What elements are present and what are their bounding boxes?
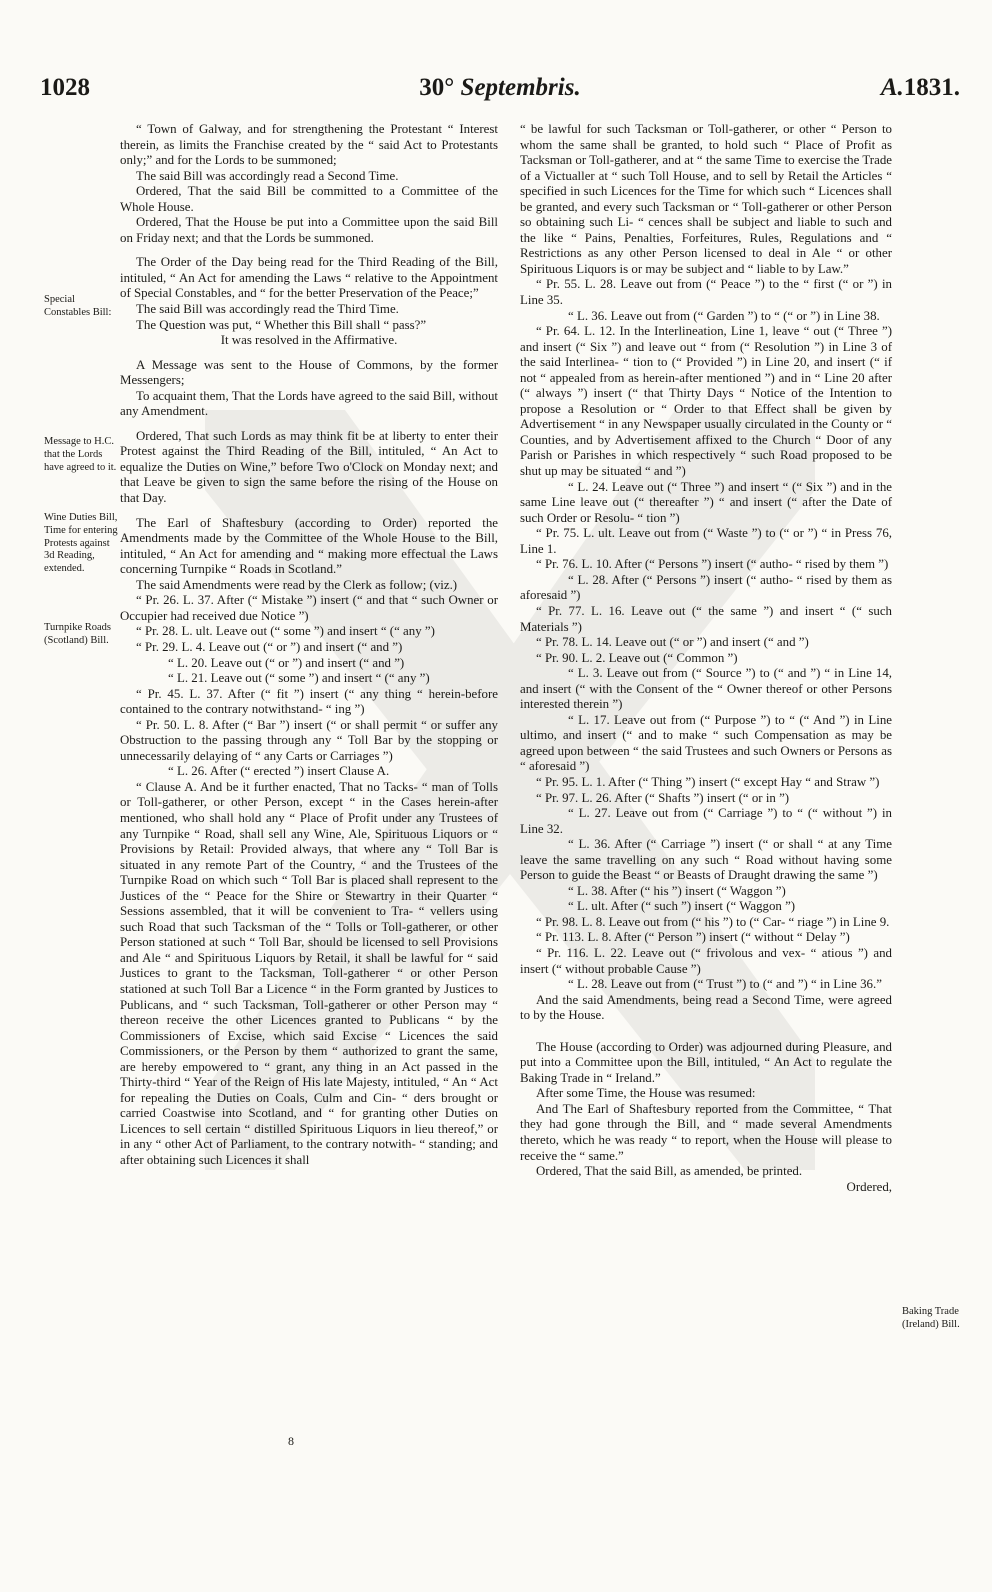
paragraph: Ordered, That the said Bill be committed to a Committee of the Whole House. <box>120 184 498 214</box>
amendment: “ Pr. 95. L. 1. After (“ Thing ”) insert (“ except Hay “ and Straw ”) <box>536 774 880 789</box>
amendment: “ Pr. 78. L. 14. Leave out (“ or ”) and insert (“ and ”) <box>536 635 809 650</box>
paragraph: Ordered, <box>846 1179 892 1194</box>
paragraph: And The Earl of Shaftesbury reported from the Committee, “ That they had gone through the Bill, and “ made several Amendments thereto, which he was ready “ to report, when the House will please to receive the “ same.” <box>520 1101 892 1163</box>
amendment: “ Pr. 75. L. ult. Leave out from (“ Waste ”) to (“ or ”) “ in Press 76, Line 1. <box>520 526 892 556</box>
amendment: “ Pr. 26. L. 37. After (“ Mistake ”) insert (“ and that “ such Owner or Occupier had received due Notice ”) <box>120 593 498 623</box>
date-month: Septembris. <box>460 74 581 101</box>
margin-note-message: Message to H.C. that the Lords have agreed to it. <box>44 436 117 473</box>
paragraph: “ Town of Galway, and for strengthening the Protestant “ Interest therein, as limits the Franchise created by the “ said Act to Protestants only;” and for the Lords to be summoned; <box>120 122 498 168</box>
amendment: “ L. 17. Leave out from (“ Purpose ”) to “ (“ And ”) in Line ultimo, and insert (“ and to make “ such Compensation as may be agreed upon between “ the said Trustees and such Owners or Persons as “ aforesaid ”) <box>520 712 892 774</box>
amendment: “ Pr. 97. L. 26. After (“ Shafts ”) insert (“ or in ”) <box>536 790 790 805</box>
amendment: “ L. 27. Leave out from (“ Carriage ”) to “ (“ without ”) in Line 32. <box>520 806 892 836</box>
paragraph: It was resolved in the Affirmative. <box>220 333 398 348</box>
margin-note-turnpike: Turnpike Roads (Scotland) Bill. <box>44 622 111 646</box>
amendment: “ Pr. 76. L. 10. After (“ Persons ”) insert (“ autho- “ rised by them ”) <box>536 557 889 572</box>
date-day: 30° <box>419 74 455 101</box>
amendment: “ Pr. 50. L. 8. After (“ Bar ”) insert (“ or shall permit “ or suffer any Obstruction to the passing through any “ Toll Bar by the stopping or unnecessarily delaying of “ any Carts or Carriages ”) <box>120 717 498 763</box>
margin-note-baking: Baking Trade (Ireland) Bill. <box>902 1306 960 1330</box>
amendment: “ L. 21. Leave out (“ some ”) and insert “ (“ any ”) <box>168 671 430 686</box>
amendment: “ Pr. 113. L. 8. After (“ Person ”) insert (“ without “ Delay ”) <box>536 930 850 945</box>
amendment: “ Pr. 55. L. 28. Leave out from (“ Peace ”) to the “ first (“ or ”) in Line 35. <box>520 277 892 308</box>
paragraph: And the said Amendments, being read a Second Time, were agreed to by the House. <box>520 992 892 1023</box>
amendment: “ Pr. 29. L. 4. Leave out (“ or ”) and insert (“ and ”) <box>136 639 403 654</box>
paragraph: The Question was put, “ Whether this Bill shall “ pass?” <box>136 317 427 332</box>
paragraph: Ordered, That the said Bill, as amended, be printed. <box>536 1164 803 1179</box>
amendment: “ Pr. 28. L. ult. Leave out (“ some ”) and insert “ (“ any ”) <box>136 624 435 639</box>
amendment: “ L. 3. Leave out from (“ Source ”) to (“ and ”) “ in Line 14, and insert (“ with the Consent of the “ Owner thereof or other Persons interested therein ”) <box>520 666 892 712</box>
paragraph: A Message was sent to the House of Commons, by the former Messengers; <box>120 357 498 388</box>
amendment: “ L. ult. After (“ such ”) insert (“ Waggon ”) <box>568 899 796 914</box>
paragraph: Ordered, That such Lords as may think fit be at liberty to enter their Protest against the Third Reading of the Bill, intituled, “ An Act to equalize the Duties on Wine,” before Two o'Clock on Monday next; and that Leave be given to sign the same before the rising of the House on that Day. <box>120 428 498 506</box>
paragraph: “ be lawful for such Tacksman or Toll-gatherer, or other “ Person to whom the same shall be granted, to hold such “ Place of Profit as Tacksman or Toll-gatherer, and at “ the same Time to exercise the Trade of a Victualler at “ such Toll House, and to sell by Retail the Articles “ specified in such Licences for the Time for which such “ Licences shall be granted, and every such Tacksman or “ Toll-gatherer or other Person so obtaining such Li- “ cences shall be subject and liable to such and the like “ Pains, Penalties, Forfeitures, Rules, Regulations and “ Restrictions as any other Person licensed to deal in Ale “ or other Spirituous Liquors is or may be subject and “ liable to by Law.” <box>520 122 892 276</box>
page-number: 1028 <box>40 74 90 101</box>
paragraph: The said Bill was accordingly read the Third Time. <box>136 302 399 317</box>
amendment: “ L. 36. Leave out from (“ Garden ”) to “ (“ or ”) in Line 38. <box>568 308 880 323</box>
margin-note-wine-duties: Wine Duties Bill, Time for entering Protests against 3d Reading, extended. <box>44 512 118 575</box>
page-date <box>40 74 960 102</box>
paragraph: After some Time, the House was resumed: <box>536 1086 756 1101</box>
year-number: 1831. <box>903 74 960 101</box>
amendment: “ L. 26. After (“ erected ”) insert Clause A. <box>168 764 390 779</box>
margin-note-special-constables: Special Constables Bill: <box>44 294 112 318</box>
amendment: “ L. 28. After (“ Persons ”) insert (“ autho- “ rised by them as aforesaid ”) <box>520 572 892 603</box>
paragraph: The House (according to Order) was adjourned during Pleasure, and put into a Committee upon the Bill, intituled, “ An Act to regulate the Baking Trade in “ Ireland.” <box>520 1039 892 1085</box>
clause-a: “ Clause A. And be it further enacted, That no Tacks- “ man of Tolls or Toll-gatherer, or other Person, except “ in the Cases herein-after mentioned, who shall hold any “ Place of Profit under any Trustees of any Turnpike “ Road, shall sell any Wine, Ale, Spirituous Liquors or “ Provisions by Retail: Provided always, that where any “ Toll Bar is situated in any remote Part of the Country, “ and the Trustees of the Turnpike Road on which such “ Toll Bar is placed shall represent to the Justices of the “ Peace for the Shire or Stewartry in their Quarter “ Sessions assembled, that it will be convenient to Tra- “ vellers using such Road that such Tacksman of the “ Tolls or Toll-gatherer, or other Person stationed at such “ Toll Bar, should be licensed to sell Provisions and Ale “ and Spirituous Liquors by Retail, it shall be lawful for “ said Justices to grant to the Tacksman, Toll-gatherer “ or other Person stationed at such Toll Bar a Licence “ in the Form granted by Justices to Publicans, and “ such Tacksman, Toll-gatherer or other Person may “ thereon receive the other Licences granted to Publicans “ by the Commissioners of Excise, which said Excise “ Licences the said Commissioners, or the Person by them “ authorized to grant the same, are hereby empowered to “ grant, any thing in an Act passed in the Thirty-third “ Year of the Reign of His late Majesty, intituled, “ An “ Act for repealing the Duties on Coals, Culm and Cin- “ ders brought or carried Coastwise into Scotland, and “ for granting other Duties on Licences to sell certain “ distilled Spirituous Liquors in lieu thereof,” or in any “ other Act of Parliament, to the contrary notwith- “ standing; and after obtaining such Licences it shall <box>120 779 498 1167</box>
page-header <box>40 74 960 110</box>
paragraph: Ordered, That the House be put into a Committee upon the said Bill on Friday next; and that the Lords be summoned. <box>120 215 498 245</box>
paragraph: To acquaint them, That the Lords have agreed to the said Bill, without any Amendment. <box>120 388 498 419</box>
left-column <box>120 122 498 1169</box>
amendment: “ Pr. 98. L. 8. Leave out from (“ his ”) to (“ Car- “ riage ”) in Line 9. <box>536 914 890 929</box>
amendment: “ L. 38. After (“ his ”) insert (“ Waggon ”) <box>568 883 786 898</box>
amendment: “ L. 28. Leave out from (“ Trust ”) to (“ and ”) “ in Line 36.” <box>568 977 882 992</box>
page-year <box>881 74 960 102</box>
year-prefix: A. <box>880 74 904 101</box>
paragraph: The Earl of Shaftesbury (according to Order) reported the Amendments made by the Committee of the Whole House to the Bill, intituled, “ An Act for amending and “ making more effectual the Laws concerning Turnpike “ Roads in Scotland.” <box>120 515 498 577</box>
signature-mark: 8 <box>288 1434 294 1448</box>
amendment: “ Pr. 77. L. 16. Leave out (“ the same ”) and insert “ (“ such Materials ”) <box>520 603 892 634</box>
paragraph: The said Bill was accordingly read a Second Time. <box>136 168 399 183</box>
paragraph: The Order of the Day being read for the Third Reading of the Bill, intituled, “ An Act for amending the Laws “ relative to the Appointment of Special Constables, and “ for the better Preservation of the Peace;” <box>120 255 498 301</box>
right-column <box>520 122 892 1195</box>
amendment: “ L. 20. Leave out (“ or ”) and insert (“ and ”) <box>168 655 405 670</box>
amendment: “ L. 24. Leave out (“ Three ”) and insert “ (“ Six ”) and in the same Line leave out (“ thereafter ”) “ and insert (“ after the Date of such Order or Resolu- “ tion ”) <box>520 479 892 525</box>
amendment: “ Pr. 116. L. 22. Leave out (“ frivolous and vex- “ atious ”) and insert (“ without probable Cause ”) <box>520 945 892 976</box>
amendment: “ Pr. 90. L. 2. Leave out (“ Common ”) <box>536 650 738 665</box>
amendment: “ L. 36. After (“ Carriage ”) insert (“ or shall “ at any Time leave the same travelling on any such “ Road without having some Person to guide the Beast “ or Beasts of Draught drawing the same ”) <box>520 837 892 883</box>
amendment: “ Pr. 45. L. 37. After (“ fit ”) insert (“ any thing “ herein-before contained to the contrary notwithstand- “ ing ”) <box>120 686 498 717</box>
amendment: “ Pr. 64. L. 12. In the Interlineation, Line 1, leave “ out (“ Three ”) and insert (“ Six ”) and leave out “ from (“ Resolution ”) in Line 3 of the said Interlinea- “ tion to (“ Provided ”) in Line 20, and insert (“ if not “ appealed from as herein-after mentioned ”) and in “ Line 20 after (“ always ”) insert (“ that Thirty Days “ Notice of the Intention to propose a Resolution or “ Order to that Effect shall be given by Advertisement “ in any Newspaper usually circulated in the County or “ Counties, and by Advertisement affixed to the Church “ Door of any Parish or Parishes in which respectively “ such Road proposed to be shut up may be situated “ and ”) <box>520 324 892 479</box>
paragraph: The said Amendments were read by the Clerk as follow; (viz.) <box>136 577 458 592</box>
